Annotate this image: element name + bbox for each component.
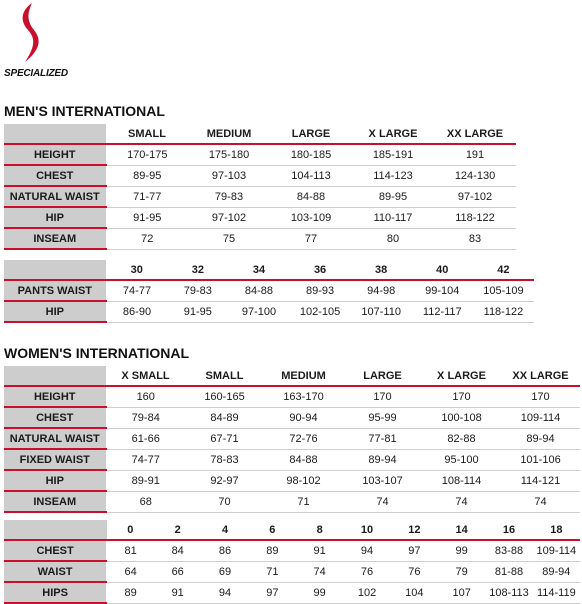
column-header: XX LARGE (434, 124, 516, 144)
size-value-cell: 74 (296, 561, 343, 582)
size-value-cell: 118-122 (473, 301, 534, 322)
column-header: X LARGE (352, 124, 434, 144)
header-corner-cell (4, 124, 106, 144)
row-label: INSEAM (4, 491, 106, 512)
table-row (4, 407, 580, 428)
size-value-cell: 102-105 (290, 301, 351, 322)
column-header: MEDIUM (188, 124, 270, 144)
table-row (4, 428, 580, 449)
size-value-cell: 185-191 (352, 144, 434, 165)
column-header: 32 (167, 260, 228, 280)
column-header: 12 (391, 520, 438, 540)
size-value-cell: 170 (422, 386, 501, 407)
size-value-cell: 89-94 (533, 561, 580, 582)
size-value-cell: 89-94 (343, 449, 422, 470)
size-value-cell: 71-77 (106, 186, 188, 207)
size-value-cell: 76 (391, 561, 438, 582)
size-value-cell: 72-76 (264, 428, 343, 449)
size-value-cell: 69 (201, 561, 248, 582)
row-label: FIXED WAIST (4, 449, 106, 470)
row-label: INSEAM (4, 228, 106, 249)
size-value-cell: 97-100 (228, 301, 289, 322)
size-value-cell: 99 (296, 582, 343, 603)
size-value-cell: 71 (264, 491, 343, 512)
size-value-cell: 114-123 (352, 165, 434, 186)
column-header: LARGE (270, 124, 352, 144)
table-header-row (4, 260, 534, 280)
column-header: 2 (154, 520, 201, 540)
size-value-cell: 81 (107, 540, 154, 561)
column-header: 0 (107, 520, 154, 540)
table-row (4, 491, 580, 512)
size-value-cell: 95-100 (422, 449, 501, 470)
size-value-cell: 118-122 (434, 207, 516, 228)
table-row (4, 470, 580, 491)
specialized-s-mark-icon (16, 2, 46, 64)
size-value-cell: 97-102 (434, 186, 516, 207)
size-value-cell: 72 (106, 228, 188, 249)
size-value-cell: 74-77 (106, 449, 185, 470)
size-value-cell: 170-175 (106, 144, 188, 165)
column-header: 40 (412, 260, 473, 280)
size-value-cell: 90-94 (264, 407, 343, 428)
size-value-cell: 91 (296, 540, 343, 561)
header-corner-cell (4, 260, 106, 280)
row-label: HEIGHT (4, 386, 106, 407)
size-value-cell: 75 (188, 228, 270, 249)
column-header: 38 (351, 260, 412, 280)
size-value-cell: 97-103 (188, 165, 270, 186)
size-value-cell: 89-93 (290, 280, 351, 301)
column-header: SMALL (106, 124, 188, 144)
size-value-cell: 180-185 (270, 144, 352, 165)
size-value-cell: 101-106 (501, 449, 580, 470)
table-row (4, 165, 516, 186)
table-row (4, 540, 580, 561)
table-row (4, 561, 580, 582)
size-value-cell: 107-110 (351, 301, 412, 322)
brand-wordmark: SPECIALIZED (4, 68, 68, 79)
size-value-cell: 97-102 (188, 207, 270, 228)
table-header-row (4, 366, 580, 386)
size-value-cell: 77-81 (343, 428, 422, 449)
size-value-cell: 114-119 (533, 582, 580, 603)
size-value-cell: 79-83 (167, 280, 228, 301)
size-value-cell: 107 (438, 582, 485, 603)
size-value-cell: 84 (154, 540, 201, 561)
row-label: CHEST (4, 165, 106, 186)
size-value-cell: 68 (106, 491, 185, 512)
size-value-cell: 170 (501, 386, 580, 407)
table-row (4, 449, 580, 470)
table-row (4, 186, 516, 207)
size-value-cell: 79-84 (106, 407, 185, 428)
size-value-cell: 91-95 (167, 301, 228, 322)
column-header: 42 (473, 260, 534, 280)
mens-section-title: MEN'S INTERNATIONAL (4, 103, 165, 119)
size-value-cell: 84-89 (185, 407, 264, 428)
size-value-cell: 99-104 (412, 280, 473, 301)
table-row (4, 280, 534, 301)
size-value-cell: 86-90 (106, 301, 167, 322)
size-value-cell: 74 (501, 491, 580, 512)
size-value-cell: 191 (434, 144, 516, 165)
specialized-logo (4, 2, 74, 84)
size-value-cell: 89-95 (106, 165, 188, 186)
column-header: 6 (249, 520, 296, 540)
size-value-cell: 79-83 (188, 186, 270, 207)
size-value-cell: 102 (343, 582, 390, 603)
size-value-cell: 84-88 (270, 186, 352, 207)
size-value-cell: 79 (438, 561, 485, 582)
size-value-cell: 91 (154, 582, 201, 603)
size-value-cell: 70 (185, 491, 264, 512)
mens-pants-table (4, 260, 534, 323)
header-corner-cell (4, 366, 106, 386)
row-label: HIP (4, 470, 106, 491)
column-header: X SMALL (106, 366, 185, 386)
womens-numeric-size-table (4, 520, 580, 604)
column-header: XX LARGE (501, 366, 580, 386)
column-header: 34 (228, 260, 289, 280)
size-value-cell: 82-88 (422, 428, 501, 449)
size-value-cell: 95-99 (343, 407, 422, 428)
row-label: NATURAL WAIST (4, 428, 106, 449)
size-value-cell: 89 (107, 582, 154, 603)
table-row (4, 301, 534, 322)
size-value-cell: 109-114 (501, 407, 580, 428)
size-value-cell: 80 (352, 228, 434, 249)
size-value-cell: 105-109 (473, 280, 534, 301)
row-label: HIP (4, 207, 106, 228)
size-value-cell: 76 (343, 561, 390, 582)
size-value-cell: 77 (270, 228, 352, 249)
size-value-cell: 103-107 (343, 470, 422, 491)
womens-size-table (4, 366, 580, 513)
column-header: 36 (290, 260, 351, 280)
size-value-cell: 67-71 (185, 428, 264, 449)
row-label: WAIST (4, 561, 107, 582)
size-value-cell: 104 (391, 582, 438, 603)
column-header: LARGE (343, 366, 422, 386)
row-label: HIP (4, 301, 106, 322)
row-label: PANTS WAIST (4, 280, 106, 301)
row-label: HIPS (4, 582, 107, 603)
header-corner-cell (4, 520, 107, 540)
mens-size-table (4, 124, 516, 250)
column-header: 10 (343, 520, 390, 540)
column-header: 14 (438, 520, 485, 540)
column-header: 16 (485, 520, 532, 540)
size-value-cell: 170 (343, 386, 422, 407)
row-label: CHEST (4, 407, 106, 428)
size-value-cell: 108-113 (485, 582, 532, 603)
size-value-cell: 103-109 (270, 207, 352, 228)
size-value-cell: 114-121 (501, 470, 580, 491)
row-label: NATURAL WAIST (4, 186, 106, 207)
size-value-cell: 108-114 (422, 470, 501, 491)
size-value-cell: 124-130 (434, 165, 516, 186)
column-header: X LARGE (422, 366, 501, 386)
womens-section-title: WOMEN'S INTERNATIONAL (4, 345, 190, 361)
size-value-cell: 89-95 (352, 186, 434, 207)
column-header: SMALL (185, 366, 264, 386)
table-row (4, 386, 580, 407)
size-value-cell: 91-95 (106, 207, 188, 228)
size-value-cell: 97 (391, 540, 438, 561)
size-value-cell: 81-88 (485, 561, 532, 582)
size-value-cell: 110-117 (352, 207, 434, 228)
column-header: 8 (296, 520, 343, 540)
size-value-cell: 74 (343, 491, 422, 512)
size-value-cell: 112-117 (412, 301, 473, 322)
column-header: 18 (533, 520, 580, 540)
size-value-cell: 94-98 (351, 280, 412, 301)
size-value-cell: 163-170 (264, 386, 343, 407)
column-header: 4 (201, 520, 248, 540)
size-value-cell: 83 (434, 228, 516, 249)
size-value-cell: 160-165 (185, 386, 264, 407)
size-value-cell: 74-77 (106, 280, 167, 301)
size-value-cell: 61-66 (106, 428, 185, 449)
size-value-cell: 89-91 (106, 470, 185, 491)
size-value-cell: 66 (154, 561, 201, 582)
size-value-cell: 94 (343, 540, 390, 561)
size-value-cell: 97 (249, 582, 296, 603)
size-value-cell: 109-114 (533, 540, 580, 561)
size-value-cell: 74 (422, 491, 501, 512)
size-value-cell: 92-97 (185, 470, 264, 491)
row-label: CHEST (4, 540, 107, 561)
size-value-cell: 83-88 (485, 540, 532, 561)
size-value-cell: 84-88 (264, 449, 343, 470)
size-value-cell: 78-83 (185, 449, 264, 470)
size-value-cell: 64 (107, 561, 154, 582)
size-value-cell: 89-94 (501, 428, 580, 449)
table-row (4, 228, 516, 249)
table-header-row (4, 124, 516, 144)
table-row (4, 144, 516, 165)
column-header: MEDIUM (264, 366, 343, 386)
size-value-cell: 84-88 (228, 280, 289, 301)
row-label: HEIGHT (4, 144, 106, 165)
size-value-cell: 104-113 (270, 165, 352, 186)
size-value-cell: 160 (106, 386, 185, 407)
size-value-cell: 99 (438, 540, 485, 561)
size-value-cell: 86 (201, 540, 248, 561)
size-value-cell: 98-102 (264, 470, 343, 491)
table-header-row (4, 520, 580, 540)
size-value-cell: 71 (249, 561, 296, 582)
size-value-cell: 94 (201, 582, 248, 603)
size-value-cell: 89 (249, 540, 296, 561)
table-row (4, 207, 516, 228)
size-value-cell: 175-180 (188, 144, 270, 165)
column-header: 30 (106, 260, 167, 280)
size-value-cell: 100-108 (422, 407, 501, 428)
